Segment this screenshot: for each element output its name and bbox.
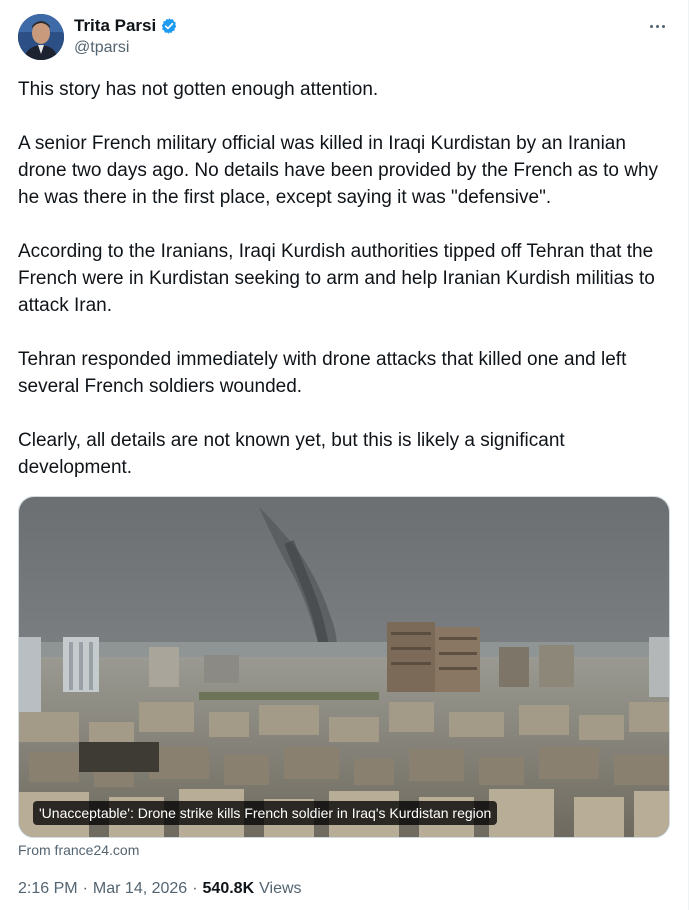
tweet-paragraph: According to the Iranians, Iraqi Kurdish authorities tipped off Tehran that the French were in Kurdistan seeking to arm and help Iranian Kurdish militias to attack Iran. bbox=[18, 241, 655, 316]
tweet-meta bbox=[18, 880, 302, 898]
tweet-paragraph: This story has not gotten enough attention. bbox=[18, 79, 379, 100]
avatar-photo bbox=[18, 14, 64, 60]
views-count: 540.8K bbox=[202, 880, 255, 897]
user-handle[interactable]: @tparsi bbox=[74, 39, 130, 56]
link-card[interactable] bbox=[18, 496, 670, 838]
tweet-header bbox=[18, 14, 671, 62]
city-skyline-smoke-photo bbox=[19, 497, 669, 837]
tweet-time[interactable]: 2:16 PM bbox=[18, 880, 78, 897]
tweet-date[interactable]: Mar 14, 2026 bbox=[92, 880, 188, 897]
avatar[interactable] bbox=[18, 14, 64, 60]
verified-badge-icon bbox=[160, 17, 178, 35]
tweet-text bbox=[18, 76, 670, 481]
tweet-paragraph: Tehran responded immediately with drone attacks that killed one and left several French soldiers wounded. bbox=[18, 349, 627, 397]
display-name[interactable]: Trita Parsi bbox=[74, 16, 157, 35]
views-label: Views bbox=[259, 880, 302, 897]
more-horizontal-icon[interactable] bbox=[643, 14, 671, 38]
tweet-paragraph: Clearly, all details are not known yet, but this is likely a significant development. bbox=[18, 430, 565, 478]
link-card-caption[interactable]: 'Unacceptable': Drone strike kills French soldier in Iraq's Kurdistan region bbox=[33, 801, 497, 825]
meta-separator: · bbox=[192, 880, 198, 897]
tweet-paragraph: A senior French military official was killed in Iraqi Kurdistan by an Iranian drone two days ago. No details have been provided by the French as to why he was there in the first place, except saying it was "defensive". bbox=[18, 133, 659, 208]
link-source[interactable]: From france24.com bbox=[18, 842, 140, 858]
meta-separator: · bbox=[82, 880, 88, 897]
